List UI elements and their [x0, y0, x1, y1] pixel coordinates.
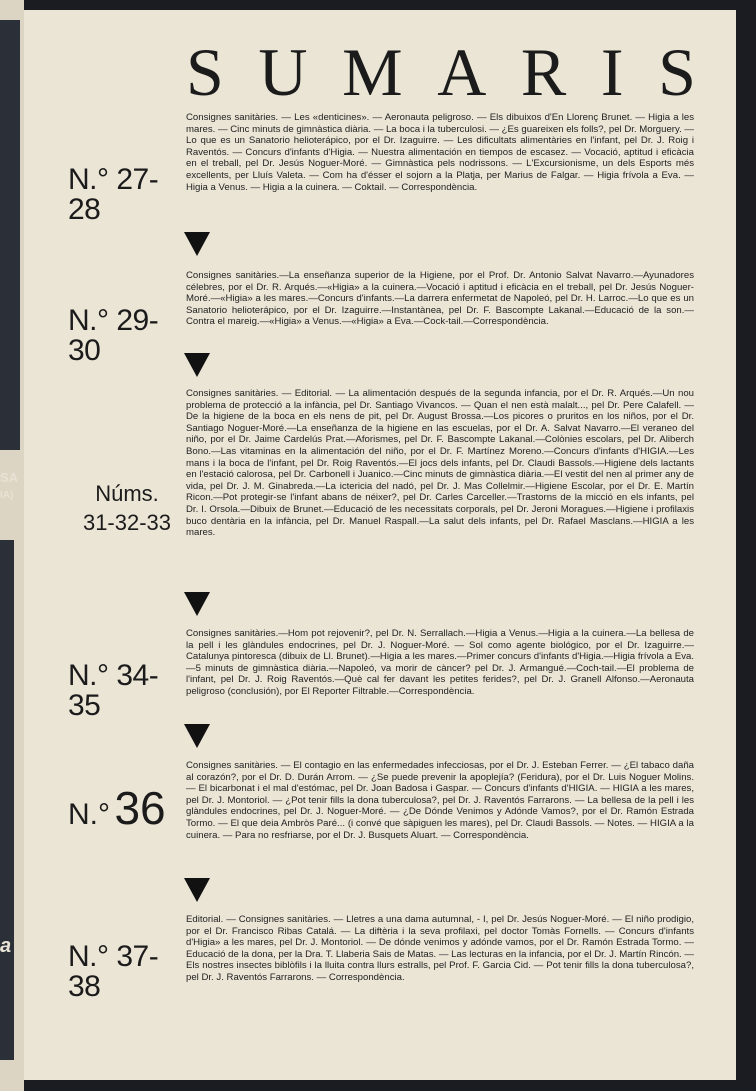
title-letter: S — [658, 34, 696, 110]
title-letter: R — [520, 34, 567, 110]
title-letter: S — [186, 34, 224, 110]
triangle-divider-icon — [184, 353, 210, 377]
triangle-divider-icon — [184, 592, 210, 616]
issue-number: N.° 29-30 — [68, 304, 159, 367]
title-letter: M — [342, 34, 403, 110]
issue-contents: Consignes sanitàries. — El contagio en las enfermedades infecciosas, por el Dr. J. Esteban Ferrer. — ¿El tabaco daña al corazón?, por el Dr. D. Durán Arrom. — ¿Se puede prevenir la apoplejía? (Feridura), por el Dr. Luis Noguer Molins. — El bicarbonat i el mal d'estómac, pel Dr. Joan Badosa i Gaspar. — Concurs d'infants d'HIGIA. — HIGIA a les mares, pel Dr. J. Montoriol. — ¿Pot tenir fills la dona tuberculosa?, pel Dr. J. Raventós Farrarons. — La bellesa de la pell i les glàndules endocrines, pel Dr. J. Noguer-Moré. — ¿De Dónde Venimos y Adónde Vamos?, por el Dr. Ramón Estrada Tormo. — El que deia Ambròs Paré... (i convé que sàpiguen les mares), pel Dr. Claudi Bassols. — Notes. — HIGIA a la cuinera. — Para no resfriarse, por el Dr. J. Busquets Aluart. — Correspondència. — [186, 760, 694, 841]
issue-number: N.° 36 — [68, 782, 166, 834]
issue-number: N.° 27-28 — [68, 163, 159, 226]
page — [24, 10, 736, 1080]
triangle-divider-icon — [184, 724, 210, 748]
previous-page-dark-block-lower — [0, 540, 14, 1060]
issue-contents: Consignes sanitàries. — Editorial. — La alimentación después de la segunda infancia, por el Dr. R. Arqués.—Un nou problema de protecció a la infància, pel Dr. Santiago Vivancos. — Quan el nen està malalt..., pel Dr. Pere Calafell. — De la higiene de la boca en els nens de pit, pel Dr. August Brossa.—Los picores o pruritos en los niños, por el Dr. Santiago Noguer-Moré.—La enseñanza de la higiene en las escuelas, por el Dr. A. Salvat Navarro.—El veraneo del niño, por el Dr. Jaime Cardelús Prat.—Aforismes, pel Dr. F. Bascompte Lakanal.—Colònies escolars, pel Dr. Aliberch Bono.—Las vitaminas en la alimentación del niño, por el Dr. F. Martínez Moreno.—Concurs d'infants d'HIGIA.—Les mans i la boca de l'infant, pel Dr. Roig Raventós.—El jocs dels infants, pel Dr. Claudi Bassols.—Higiene dels lactants en l'estació calorosa, pel Dr. Carbonell i Juanico.—Cinc minuts de gimnàstica diària.—El vestit del nen al primer any de vida, pel Dr. J. M. Ginabreda.—La ictericia del nadó, pel Dr. J. Mas Collelmir.—Higiene Escolar, por el Dr. E. Martín Ricon.—Pot protegir-se l'infant abans de néixer?, pel Dr. Carles Carceller.—Trastorns de la micció en els infants, pel Dr. I. Orsola.—Dibuix de Brunet.—Educació de les necessitats corporals, pel Dr. Jeroni Moragues.—Higiene i profilaxis buco dentària en la infància, pel Dr. Manuel Raspall.—La salut dels infants, pel Dr. Rafael Masclans.—HIGIA a les mares. — [186, 388, 694, 539]
previous-page-fragment: a — [0, 935, 12, 957]
previous-page-dark-block — [0, 20, 20, 450]
issue-number: Núms. 31-32-33 — [82, 481, 172, 535]
issue-contents: Editorial. — Consignes sanitàries. — Lletres a una dama autumnal, - I, pel Dr. Jesús Noguer-Moré. — El niño prodigio, por el Dr. Francisco Ribas Catalá. — La diftèria i la seva profilaxi, pel doctor Tomàs Fornells. — Concurs d'infants d'Higia» a les mares, pel Dr. J. Montoriol. — De dónde venimos y adónde vamos, por el Dr. Ramón Estrada Tormo. — Educació de la dona, per la Dra. T. Llaberia Sais de Matas. — Las lecturas en la infancia, por el Dr. J. Martín Rincón. — Els nostres insectes biblòfils i la lluita contra llurs estralls, pel Prof. F. Garcia Cid. — Pot tenir fills la dona tuberculosa?, pel Dr. J. Raventós Farrarons. — Correspondència. — [186, 914, 694, 983]
previous-page-fragment: IA) — [0, 490, 14, 501]
issue-contents: Consignes sanitàries.—Hom pot rejovenir?, pel Dr. N. Serrallach.—Higia a Venus.—Higia a la cuinera.—La bellesa de la pell i les glàndules endocrines, pel Dr. J. Noguer-Moré. — Sol como agente biológico, por el Dr. Izaguirre.—Catalunya pintoresca (dibuix de Ll. Brunet).—Higia a les mares.—Primer concurs d'infants d'Higia.—Higia frívola a Eva.—5 minuts de gimnàstica diària.—Napoleó, va morir de càncer? pel Dr. J. Armangué.—Coch-tail.—El problema de l'infant, pel Dr. J. Roig Raventós.—Què cal fer davant les petites ferides?, pel Dr. J. Granell Alfonso.—Aeronauta peligroso (conclusión), por El Reporter Filtrable.—Correspondència. — [186, 628, 694, 697]
triangle-divider-icon — [184, 878, 210, 902]
issue-contents: Consignes sanitàries. — Les «denticines». — Aeronauta peligroso. — Els dibuixos d'En Llorenç Brunet. — Higia a les mares. — Cinc minuts de gimnàstica diària. — La boca i la tuberculosi. — ¿Es guareixen els folls?, pel Dr. Morguery. — Lo que es un Sanatorio helioterápico, por el Dr. Izaguirre. — Les dificultats alimentàries en l'infant, pel Dr. J. Roig i Raventós. — Concurs d'infants d'Higia. — Nuestra alimentación en tiempos de escasez. — Vocació, aptitud i eficàcia en el treball, pel Dr. Jesús Noguer-Moré. — Gimnàstica pels nodrissons. — L'Excursionisme, un dels Esports més excellents, per Lluís Valeta. — Com ha d'ésser el sojorn a la Platja, per Marius de Falgar. — Higia frívola a Eva. — Higia a Venus. — Higia a la cuinera. — Coktail. — Correspondència. — [186, 112, 694, 193]
issue-number: N.° 37-38 — [68, 940, 159, 1003]
issue-contents: Consignes sanitàries.—La enseñanza superior de la Higiene, por el Prof. Dr. Antonio Salvat Navarro.—Ayunadores célebres, por el Dr. R. Arqués.—«Higia» a la cuinera.—Vocació i aptitud i eficàcia en el treball, pel Dr. Jesús Noguer-Moré.—«Higia» a les mares.—Concurs d'infants.—La darrera enfermetat de Napoleó, pel Dr. H. Larroc.—Lo que es un Sanatorio helioterápico, por el Dr. Izaguirre.—Instantànea, pel Dr. F. Bascompte Lakanal.—Educació de la son.—Contra el mareig.—«Higia» a Venus.—«Higia» a Eva.—Cock-tail.—Correspondència. — [186, 270, 694, 328]
previous-page-edge — [0, 0, 24, 1091]
page-title — [186, 34, 696, 110]
triangle-divider-icon — [184, 232, 210, 256]
issue-number: N.° 34-35 — [68, 659, 159, 722]
title-letter: A — [437, 34, 487, 110]
title-letter: I — [600, 34, 624, 110]
previous-page-fragment: SA — [0, 470, 19, 485]
title-letter: U — [258, 34, 308, 110]
